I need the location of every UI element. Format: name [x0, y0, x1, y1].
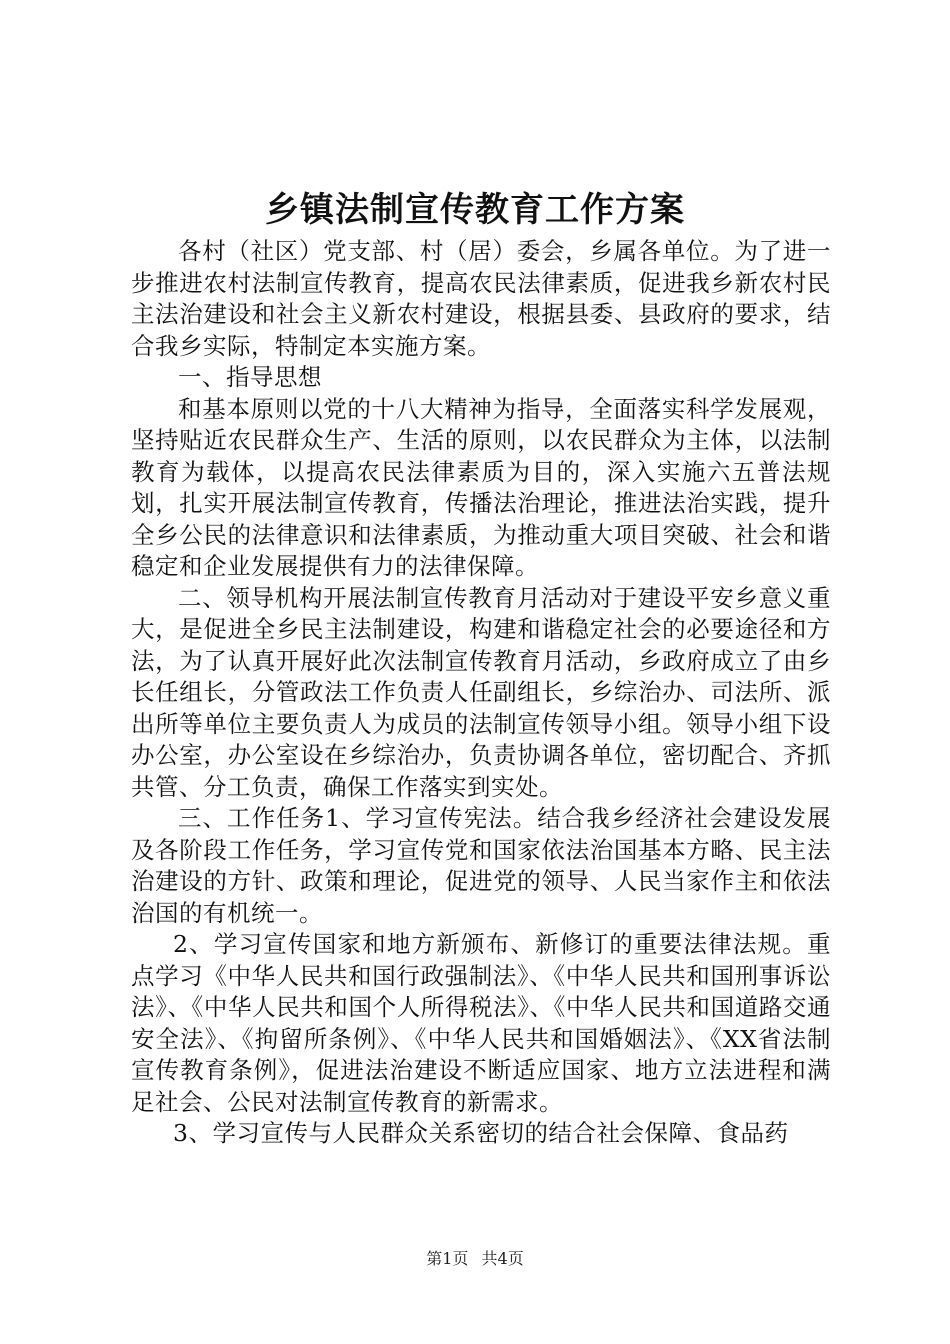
paragraph-leadership: 二、领导机构开展法制宣传教育月活动对于建设平安乡意义重大，是促进全乡民主法制建设，构建和谐稳定社会的必要途径和方法，为了认真开展好此次法制宣传教育月活动，乡政府成立了由乡长任组长，分管政法工作负责人任副组长，乡综治办、司法所、派出所等单位主要负责人为成员的法制宣传领导小组。领导小组下设办公室，办公室设在乡综治办，负责协调各单位，密切配合、齐抓共管、分工负责，确保工作落实到实处。 — [131, 583, 831, 801]
paragraph-task-3: 3、学习宣传与人民群众关系密切的结合社会保障、食品药 — [173, 1119, 789, 1147]
paragraph-task-2: 2、学习宣传国家和地方新颁布、新修订的重要法律法规。重点学习《中华人民共和国行政强制法》、《中华人民共和国刑事诉讼法》、《中华人民共和国个人所得税法》、《中华人民共和国道路交通安全法》、《拘留所条例》、《中华人民共和国婚姻法》、《XX省法制宣传教育条例》，促进法治建设不断适应国家、地方立法进程和满足社会、公民对法制宣传教育的新需求。 — [131, 930, 831, 1116]
document-title: 乡镇法制宣传教育工作方案 — [265, 190, 685, 230]
document-body — [131, 236, 831, 1150]
paragraph-principles: 和基本原则以党的十八大精神为指导，全面落实科学发展观，坚持贴近农民群众生产、生活的原则，以农民群众为主体，以法制教育为载体，以提高农民法律素质为目的，深入实施六五普法规划，扎实开展法制宣传教育，传播法治理论，推进法治实践，提升全乡公民的法律意识和法律素质，为推动重大项目突破、社会和谐稳定和企业发展提供有力的法律保障。 — [131, 394, 831, 580]
page-total: 共4页 — [481, 1249, 524, 1268]
page-footer — [0, 1246, 950, 1269]
paragraph-intro: 各村（社区）党支部、村（居）委会，乡属各单位。为了进一步推进农村法制宣传教育，提高农民法律素质，促进我乡新农村民主法治建设和社会主义新农村建设，根据县委、县政府的要求，结合我乡实际，特制定本实施方案。 — [131, 237, 831, 360]
heading-guiding-thought: 一、指导思想 — [178, 363, 322, 391]
paragraph-task-1: 三、工作任务1、学习宣传宪法。结合我乡经济社会建设发展及各阶段工作任务，学习宣传党和国家依法治国基本方略、民主法治建设的方针、政策和理论，促进党的领导、人民当家作主和依法治国的有机统一。 — [131, 804, 831, 927]
page-number: 第1页 — [426, 1249, 469, 1268]
